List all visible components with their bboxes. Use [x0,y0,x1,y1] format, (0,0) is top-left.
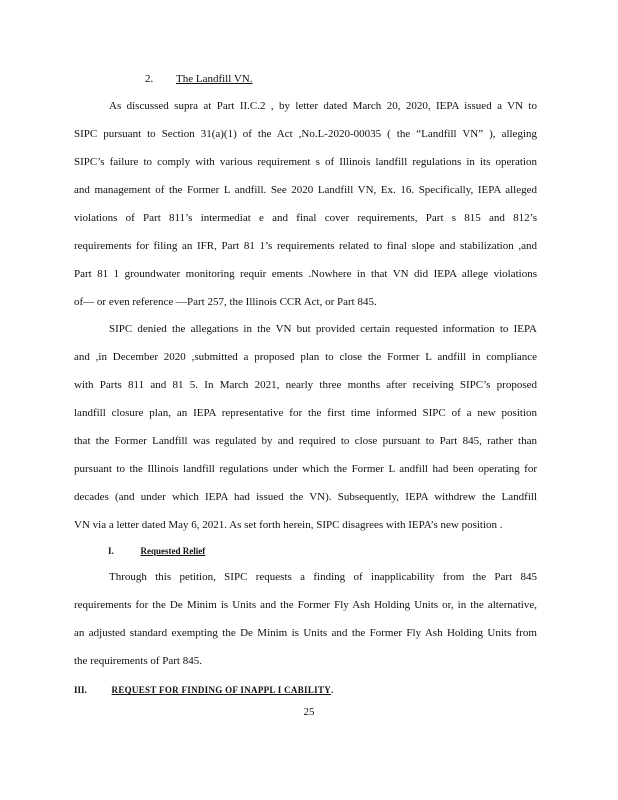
text-line: requirements for the De Minim is Units and the Former Fly Ash Holding Units or, in the alternative, [74,599,537,611]
section-number: III. [74,685,87,695]
text-line: requirements for filing an IFR, Part 81 1’s requirements related to final slope and stabilization ,and [74,240,537,252]
section-title: REQUEST FOR FINDING OF INAPPL I CABILITY [111,685,332,695]
text-line: SIPC pursuant to Section 31(a)(1) of the Act ,No.L-2020-00035 ( the “Landfill VN” ), alleging [74,128,537,140]
text-line: landfill closure plan, an IEPA representative for the first time informed SIPC of a new position [74,407,537,419]
section-title: Requested Relief [140,546,206,556]
text-line: the requirements of Part 845. [74,655,202,667]
subheading [145,72,345,86]
text-line: VN via a letter dated May 6, 2021. As set forth herein, SIPC disagrees with IEPA’s new position . [74,519,503,531]
text-line: SIPC denied the allegations in the VN but provided certain requested information to IEPA [109,323,537,335]
section-heading-requested-relief [108,544,308,558]
text-line: Part 81 1 groundwater monitoring requir ements .Nowhere in that VN did IEPA allege violations [74,268,537,280]
text-line: an adjusted standard exempting the De Minim is Units and the Former Fly Ash Holding Units from [74,627,537,639]
text-line: violations of Part 811’s intermediat e and final cover requirements, Part s 815 and 812’s [74,212,537,224]
text-line: of— or even reference —Part 257, the Illinois CCR Act, or Part 845. [74,296,377,308]
page-number: 25 [303,706,315,718]
text-line: pursuant to the Illinois landfill regulations under which the Former L andfill had been operating for [74,463,537,475]
text-line: with Parts 811 and 81 5. In March 2021, nearly three months after receiving SIPC’s proposed [74,379,537,391]
text-line: and management of the Former L andfill. See 2020 Landfill VN, Ex. 16. Specifically, IEPA alleged [74,184,537,196]
section-number: I. [108,546,114,556]
text-line: SIPC’s failure to comply with various requirement s of Illinois landfill regulations in its operation [74,156,537,168]
subheading-number: 2. [145,73,154,85]
subheading-title: The Landfill VN. [176,73,253,85]
text-line: As discussed supra at Part II.C.2 , by letter dated March 20, 2020, IEPA issued a VN to [109,100,537,112]
text-line: and ,in December 2020 ,submitted a proposed plan to close the Former L andfill in compliance [74,351,537,363]
section-heading-request-finding: III. REQUEST FOR FINDING OF INAPPL I CABILITY. [74,685,334,695]
text-line: decades (and under which IEPA had issued the VN). Subsequently, IEPA withdrew the Landfill [74,491,537,503]
text-line: Through this petition, SIPC requests a finding of inapplicability from the Part 845 [109,571,537,583]
text-line: that the Former Landfill was regulated by and required to close pursuant to Part 845, rather than [74,435,537,447]
